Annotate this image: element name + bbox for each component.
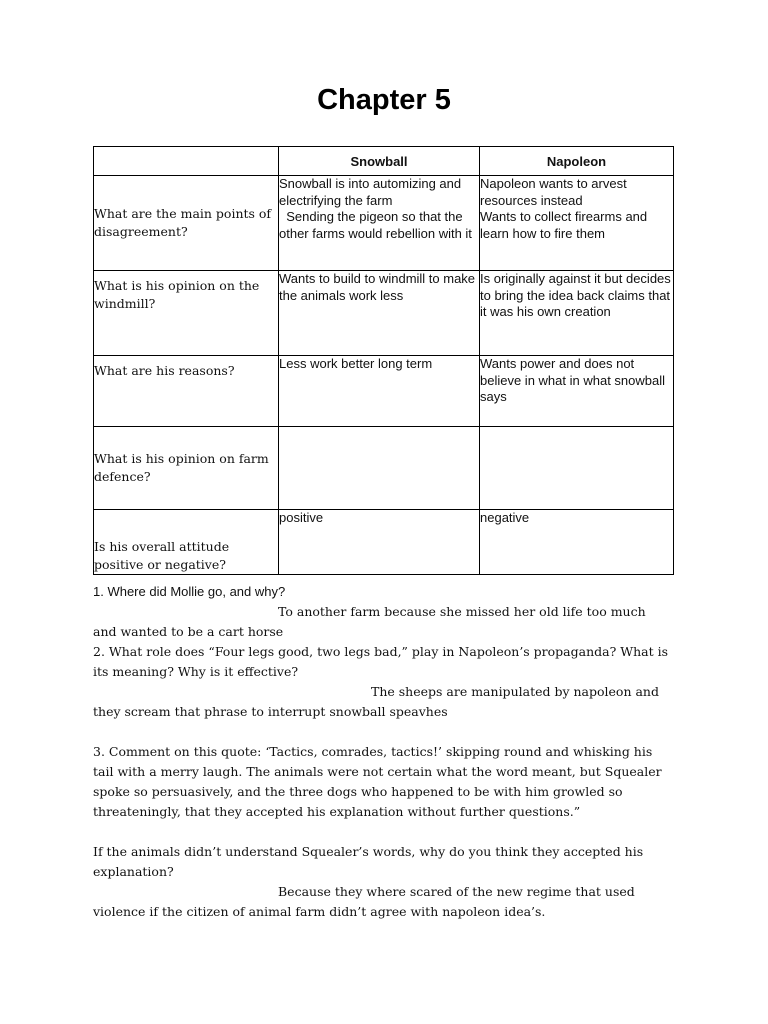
question-cell: What are his reasons?	[94, 356, 279, 427]
table-row	[94, 356, 674, 427]
snowball-answer-cell[interactable]: positive	[279, 510, 480, 575]
questions-section	[93, 582, 673, 922]
question-cell: What are the main points of disagreement?	[94, 176, 279, 271]
spacer	[93, 722, 673, 742]
question-1: 1. Where did Mollie go, and why?	[93, 584, 286, 599]
napoleon-answer-cell[interactable]: Wants power and does not believe in what in what snowball says	[480, 356, 674, 427]
napoleon-answer-cell[interactable]: Is originally against it but decides to bring the idea back claims that it was his own creation	[480, 271, 674, 356]
header-snowball: Snowball	[279, 147, 480, 176]
snowball-answer-cell[interactable]: Wants to build to windmill to make the animals work less	[279, 271, 480, 356]
table-row	[94, 271, 674, 356]
answer-3[interactable]: Because they where scared of the new regime that used violence if the citizen of animal farm didn’t agree with napoleon idea’s.	[93, 884, 635, 919]
napoleon-answer-cell[interactable]: negative	[480, 510, 674, 575]
header-empty-cell	[94, 147, 279, 176]
header-napoleon: Napoleon	[480, 147, 674, 176]
question-3-followup: If the animals didn’t understand Squealer’s words, why do you think they accepted his explanation?	[93, 844, 644, 879]
napoleon-answer-cell[interactable]: Napoleon wants to arvest resources instead Wants to collect firearms and learn how to fire them	[480, 176, 674, 271]
page-title: Chapter 5	[317, 84, 451, 116]
snowball-answer-cell[interactable]	[279, 427, 480, 510]
napoleon-answer-cell[interactable]	[480, 427, 674, 510]
answer-1[interactable]: To another farm because she missed her old life too much and wanted to be a cart horse	[93, 604, 646, 639]
question-cell: What is his opinion on farm defence?	[94, 427, 279, 510]
snowball-answer-cell[interactable]: Snowball is into automizing and electrifying the farm Sending the pigeon so that the other farms would rebellion with it	[279, 176, 480, 271]
question-2: 2. What role does “Four legs good, two legs bad,” play in Napoleon’s propaganda? What is its meaning? Why is it effective?	[93, 644, 669, 679]
table-row	[94, 427, 674, 510]
question-3: 3. Comment on this quote: ‘Tactics, comrades, tactics!’ skipping round and whisking his tail with a merry laugh. The animals were not certain what the word meant, but Squealer spoke so persuasively, and the three dogs who happened to be with him growled so threateningly, that they accepted his explanation without further questions.”	[93, 744, 662, 819]
comparison-table	[93, 146, 674, 575]
table-header-row	[94, 147, 674, 176]
answer-2[interactable]: The sheeps are manipulated by napoleon and they scream that phrase to interrupt snowball speavhes	[93, 684, 659, 719]
question-cell: What is his opinion on the windmill?	[94, 271, 279, 356]
question-cell: Is his overall attitude positive or negative?	[94, 510, 279, 575]
table-row	[94, 176, 674, 271]
spacer	[93, 822, 673, 842]
table-row	[94, 510, 674, 575]
snowball-answer-cell[interactable]: Less work better long term	[279, 356, 480, 427]
